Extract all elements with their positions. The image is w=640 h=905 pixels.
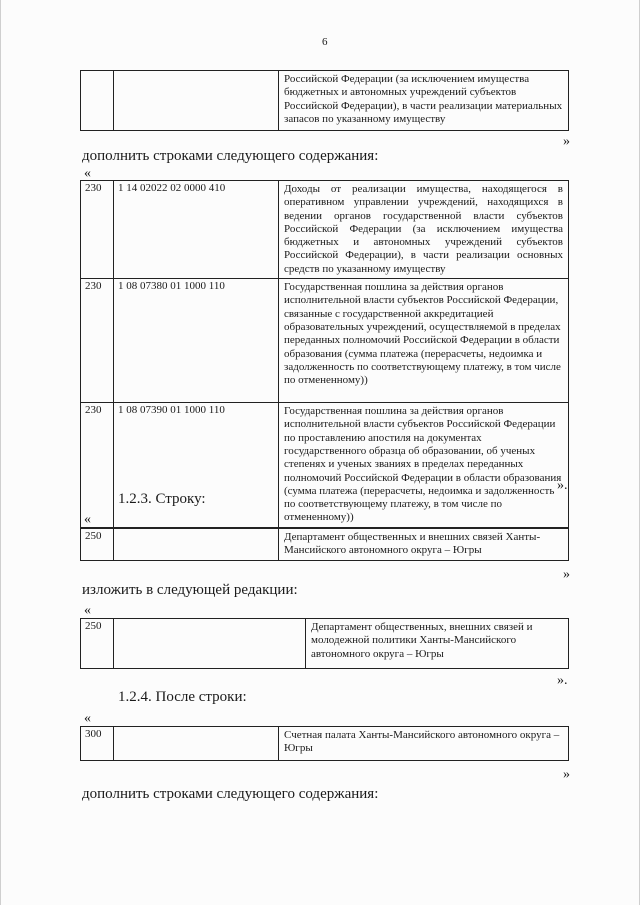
table-row <box>81 529 569 561</box>
table-row-300 <box>80 726 569 761</box>
close-quote-period: ». <box>557 478 568 493</box>
cell-description: Государственная пошлина за действия органов исполнительной власти субъектов Российской Федерации по проставлению апостиля на документах государственного образца об образовании, об ученых степенях и ученых званиях в пределах переданных полномочий Российской Федерации в области образования (сумма платежа (перерасчеты, недоимка и задолженность по соответствующему платежу, в том числе по отмененному)) <box>279 403 569 528</box>
table-row-250-old <box>80 528 569 561</box>
cell-code: 230 <box>81 181 114 279</box>
section-1-2-4: 1.2.4. После строки: <box>118 689 247 705</box>
cell-kbk <box>114 619 306 669</box>
cell-kbk: 1 08 07380 01 1000 110 <box>114 279 279 403</box>
table-continuation <box>80 70 569 131</box>
cell-code: 230 <box>81 403 114 528</box>
table-added-rows <box>80 180 569 528</box>
cell-kbk <box>114 71 279 131</box>
table-row-250-new <box>80 618 569 669</box>
cell-code: 300 <box>81 727 114 761</box>
cell-kbk: 1 14 02022 02 0000 410 <box>114 181 279 279</box>
close-quote: » <box>563 767 570 782</box>
instruction-redaction: изложить в следующей редакции: <box>82 582 298 598</box>
table-row <box>81 279 569 403</box>
cell-kbk <box>114 727 279 761</box>
open-quote: « <box>84 711 91 726</box>
close-quote-period: ». <box>557 673 568 688</box>
table-row <box>81 181 569 279</box>
cell-description: Доходы от реализации имущества, находящегося в оперативном управлении учреждений, находящихся в ведении органов государственной власти субъектов Российской Федерации (за исключением имущества бюджетных и автономных учреждений субъектов Российской Федерации), в части реализации основных средств по указанному имуществу <box>279 181 569 279</box>
cell-kbk: 1 08 07390 01 1000 110 <box>114 403 279 528</box>
open-quote: « <box>84 603 91 618</box>
close-quote: » <box>563 567 570 582</box>
cell-code: 250 <box>81 619 114 669</box>
cell-description: Департамент общественных, внешних связей и молодежной политики Ханты-Мансийского автономного округа – Югры <box>306 619 569 669</box>
page-left-edge <box>0 0 1 905</box>
cell-description: Государственная пошлина за действия органов исполнительной власти субъектов Российской Федерации, связанные с государственной аккредитацией образовательных учреждений, осуществляемой в пределах переданных полномочий Российской Федерации в области образования (сумма платежа (перерасчеты, недоимка и задолженность по соответствующему платежу, в том числе по отмененному)) <box>279 279 569 403</box>
cell-code: 230 <box>81 279 114 403</box>
table-row <box>81 403 569 528</box>
cell-description: Российской Федерации (за исключением имущества бюджетных и автономных учреждений субъектов Российской Федерации), в части реализации материальных запасов по указанному имуществу <box>279 71 569 131</box>
cell-code <box>81 71 114 131</box>
page-number: 6 <box>322 36 328 48</box>
cell-description: Счетная палата Ханты-Мансийского автономного округа – Югры <box>279 727 569 761</box>
instruction-add-rows: дополнить строками следующего содержания: <box>82 148 379 164</box>
table-row <box>81 727 569 761</box>
cell-kbk <box>114 529 279 561</box>
open-quote: « <box>84 166 91 181</box>
cell-description: Департамент общественных и внешних связей Ханты-Мансийского автономного округа – Югры <box>279 529 569 561</box>
instruction-add-rows-2: дополнить строками следующего содержания: <box>82 786 379 802</box>
close-quote: » <box>563 134 570 149</box>
section-1-2-3: 1.2.3. Строку: <box>118 491 206 507</box>
cell-code: 250 <box>81 529 114 561</box>
table-row <box>81 71 569 131</box>
table-row <box>81 619 569 669</box>
open-quote: « <box>84 512 91 527</box>
